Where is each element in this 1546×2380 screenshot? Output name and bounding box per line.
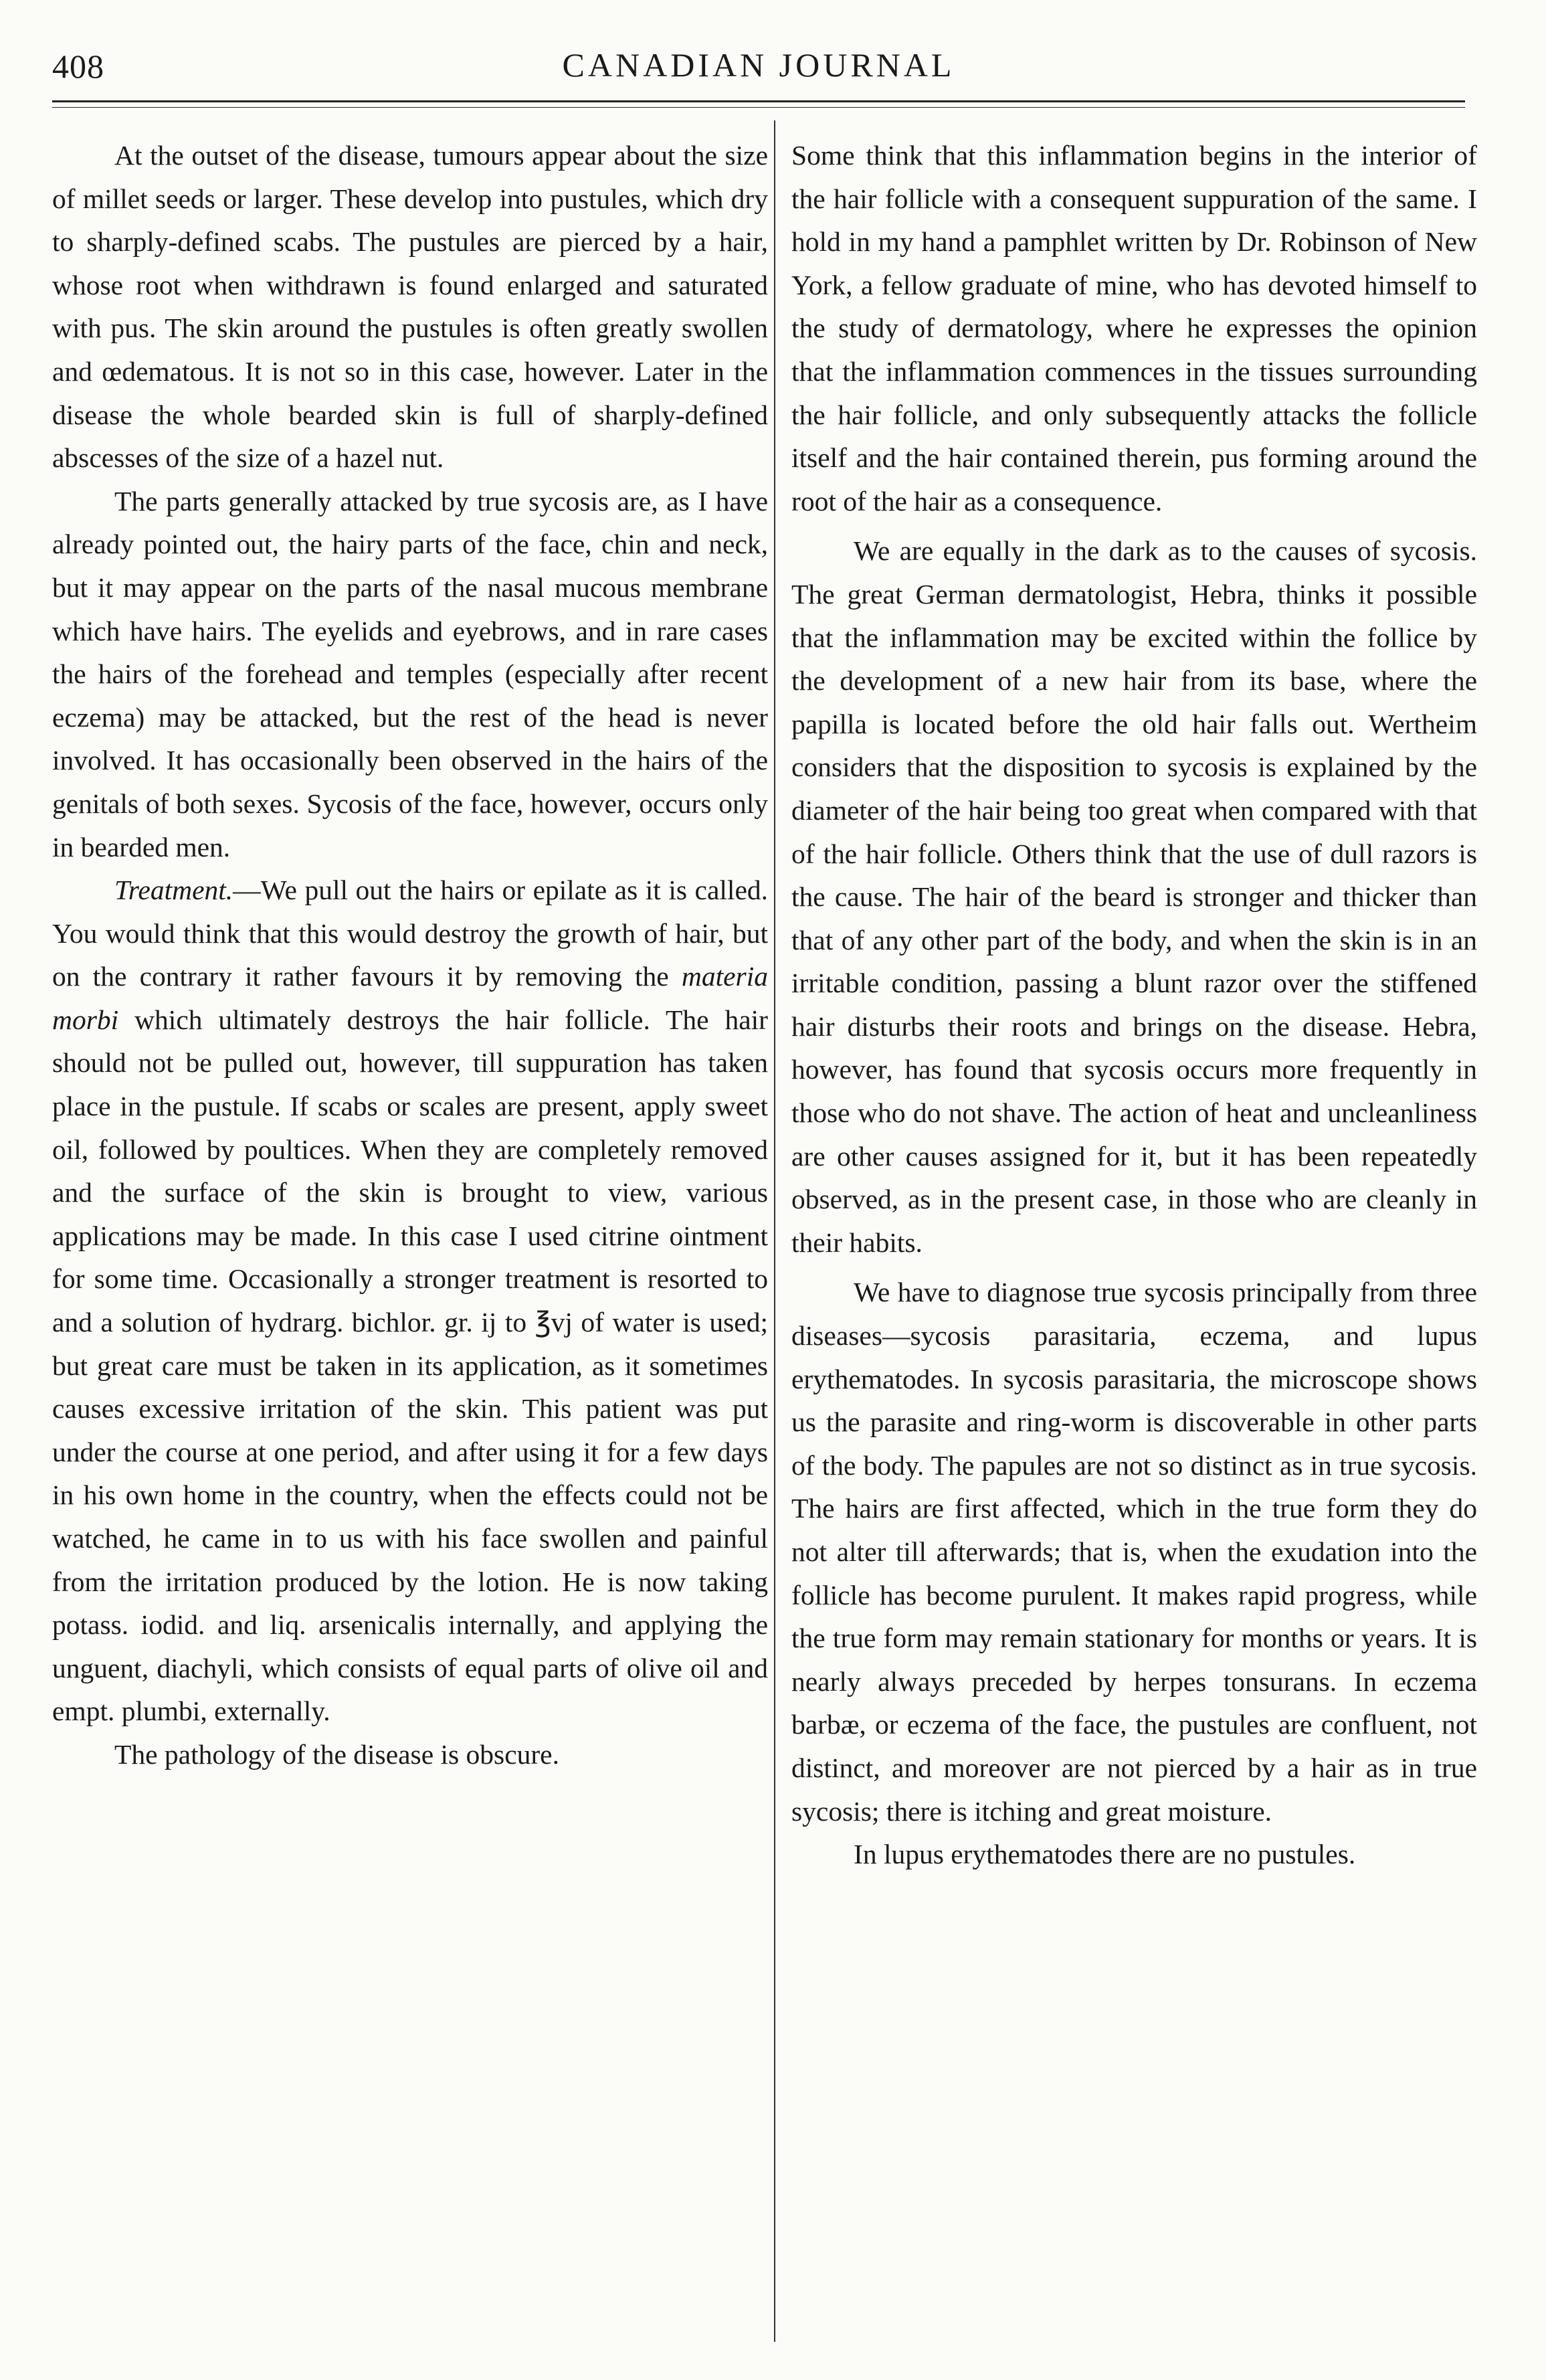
paragraph: The pathology of the disease is obscure.	[114, 1738, 559, 1770]
treatment-heading: Treatment.	[114, 875, 233, 906]
header-rule-thin	[52, 107, 1465, 108]
paragraph: At the outset of the disease, tumours appear about the size of millet seeds or larger. These develop into pustules, which dry to sharply-defined scabs. The pustules are pierced by a hair, whose root when withdrawn is found enlarged and saturated with pus. The skin around the pustules is often greatly swollen and œdematous. It is not so in this case, however. Later in the disease the whole bearded skin is full of sharply-defined abscesses of the size of a hazel nut.	[52, 140, 768, 474]
paragraph-text: —We pull out the hairs or epilate as it is called. You would think that this would destroy the growth of hair, but on the contrary it rather favours it by removing the	[52, 875, 768, 992]
left-column	[52, 134, 768, 1776]
paragraph-text: which ultimately destroys the hair follicle. The hair should not be pulled out, however, till suppuration has taken place in the pustule. If scabs or scales are present, apply sweet oil, followed by poultices. When they are completely removed and the surface of the skin is brought to view, various applications may be made. In this case I used citrine ointment for some time. Occasionally a stronger treatment is resorted to and a solution of hydrarg. bichlor. gr. ij to ℥vj of water is used; but great care must be taken in its application, as it sometimes causes excessive irritation of the skin. This patient was put under the course at one period, and after using it for a few days in his own home in the country, when the effects could not be watched, he came in to us with his face swollen and painful from the irritation produced by the lotion. He is now taking potass. iodid. and liq. arsenicalis internally, and applying the unguent, diachyli, which consists of equal parts of olive oil and empt. plumbi, externally.	[52, 1004, 768, 1727]
paragraph: We have to diagnose true sycosis principally from three diseases—sycosis parasitaria, eczema, and lupus erythematodes. In sycosis parasitaria, the microscope shows us the parasite and ring-worm is discoverable in other parts of the body. The papules are not so distinct as in true sycosis. The hairs are first affected, which in the true form they do not alter till afterwards; that is, when the exudation into the follicle has become purulent. It makes rapid progress, while the true form may remain stationary for months or years. It is nearly always preceded by herpes tonsurans. In eczema barbæ, or eczema of the face, the pustules are confluent, not distinct, and moreover are not pierced by a hair as in true sycosis; there is itching and great moisture.	[791, 1277, 1477, 1827]
right-column	[791, 134, 1477, 1876]
page-header	[52, 33, 1465, 85]
paragraph-continued: Some think that this inflammation begins in the interior of the hair follicle with a consequent suppuration of the same. I hold in my hand a pamphlet written by Dr. Robinson of New York, a fellow graduate of mine, who has devoted himself to the study of dermatology, where he expresses the opinion that the inflammation commences in the tissues surrounding the hair follicle, and only subsequently attacks the follicle itself and the hair contained therein, pus forming around the root of the hair as a consequence.	[791, 140, 1477, 517]
paragraph: In lupus erythematodes there are no pustules.	[854, 1839, 1356, 1870]
running-title: CANADIAN JOURNAL	[562, 46, 955, 84]
materia-morbi-term: materia morbi	[52, 961, 768, 1035]
paragraph: The parts generally attacked by true sycosis are, as I have already pointed out, the hairy parts of the face, chin and neck, but it may appear on the parts of the nasal mucous membrane which have hairs. The eyelids and eyebrows, and in rare cases the hairs of the forehead and temples (especially after recent eczema) may be attacked, but the rest of the head is never involved. It has occasionally been observed in the hairs of the genitals of both sexes. Sycosis of the face, however, occurs only in bearded men.	[52, 485, 768, 862]
paragraph-treatment	[52, 868, 768, 1733]
header-rule	[52, 100, 1465, 102]
page-number: 408	[52, 48, 104, 85]
paragraph: We are equally in the dark as to the causes of sycosis. The great German dermatologist, Hebra, thinks it possible that the inflammation may be excited within the follice by the development of a new hair from its base, where the papilla is located before the old hair falls out. Wertheim considers that the disposition to sycosis is explained by the diameter of the hair being too great when compared with that of the hair follicle. Others think that the use of dull razors is the cause. The hair of the beard is stronger and thicker than that of any other part of the body, and when the skin is in an irritable condition, passing a blunt razor over the stiffened hair disturbs their roots and brings on the disease. Hebra, however, has found that sycosis occurs more frequently in those who do not shave. The action of heat and uncleanliness are other causes assigned for it, but it has been repeatedly observed, as in the present case, in those who are cleanly in their habits.	[791, 535, 1477, 1258]
column-divider	[774, 120, 775, 2342]
